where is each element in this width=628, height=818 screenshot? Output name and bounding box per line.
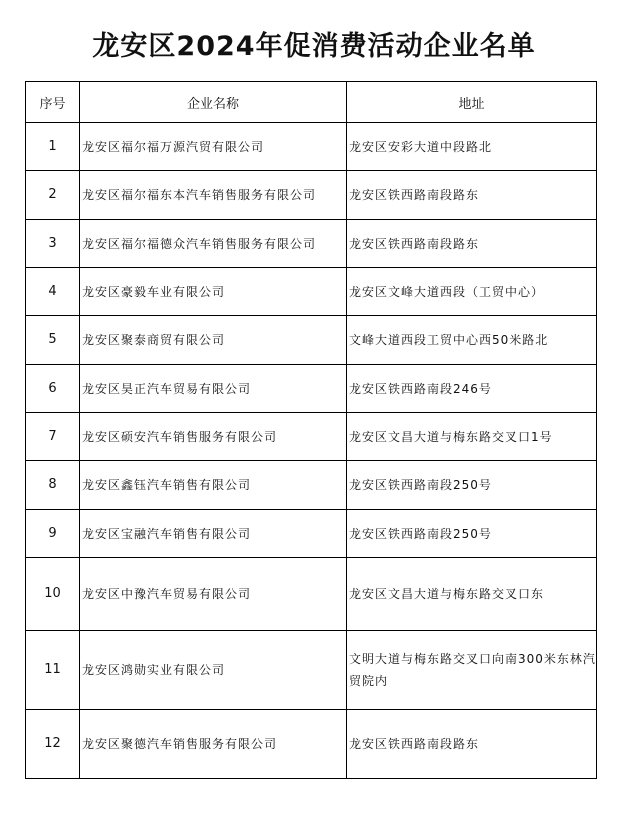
row-address: 文明大道与梅东路交叉口向南300米东林汽贸院内 <box>347 631 597 710</box>
table-row <box>26 171 597 220</box>
row-address: 龙安区铁西路南段250号 <box>347 461 597 510</box>
header-address: 地址 <box>347 82 597 123</box>
row-enterprise-name: 龙安区聚德汽车销售服务有限公司 <box>80 710 347 779</box>
row-enterprise-name: 龙安区鸿勋实业有限公司 <box>80 631 347 710</box>
row-serial-no: 11 <box>26 631 80 710</box>
row-serial-no: 3 <box>26 220 80 268</box>
row-address: 龙安区铁西路南段路东 <box>347 171 597 220</box>
row-serial-no: 7 <box>26 413 80 461</box>
row-address: 文峰大道西段工贸中心西50米路北 <box>347 316 597 365</box>
row-enterprise-name: 龙安区福尔福万源汽贸有限公司 <box>80 123 347 171</box>
header-enterprise-name: 企业名称 <box>80 82 347 123</box>
row-serial-no: 5 <box>26 316 80 365</box>
row-address: 龙安区安彩大道中段路北 <box>347 123 597 171</box>
row-address: 龙安区铁西路南段246号 <box>347 365 597 413</box>
row-serial-no: 4 <box>26 268 80 316</box>
row-address: 龙安区铁西路南段路东 <box>347 220 597 268</box>
enterprise-table <box>25 81 597 779</box>
table-row <box>26 316 597 365</box>
row-enterprise-name: 龙安区豪毅车业有限公司 <box>80 268 347 316</box>
row-enterprise-name: 龙安区硕安汽车销售服务有限公司 <box>80 413 347 461</box>
row-enterprise-name: 龙安区福尔福东本汽车销售服务有限公司 <box>80 171 347 220</box>
header-serial-no: 序号 <box>26 82 80 123</box>
row-serial-no: 9 <box>26 510 80 558</box>
table-row <box>26 461 597 510</box>
row-serial-no: 1 <box>26 123 80 171</box>
table-row <box>26 365 597 413</box>
row-serial-no: 12 <box>26 710 80 779</box>
row-serial-no: 2 <box>26 171 80 220</box>
row-serial-no: 8 <box>26 461 80 510</box>
row-serial-no: 10 <box>26 558 80 631</box>
row-enterprise-name: 龙安区鑫钰汽车销售有限公司 <box>80 461 347 510</box>
row-address: 龙安区铁西路南段250号 <box>347 510 597 558</box>
table-header-row <box>26 82 597 123</box>
row-serial-no: 6 <box>26 365 80 413</box>
table-row <box>26 710 597 779</box>
table-row <box>26 268 597 316</box>
table-row <box>26 631 597 710</box>
table-row <box>26 123 597 171</box>
table-row <box>26 558 597 631</box>
table-row <box>26 413 597 461</box>
table-row <box>26 220 597 268</box>
document-title: 龙安区2024年促消费活动企业名单 <box>92 31 536 62</box>
row-enterprise-name: 龙安区中豫汽车贸易有限公司 <box>80 558 347 631</box>
row-address: 龙安区文昌大道与梅东路交叉口东 <box>347 558 597 631</box>
row-enterprise-name: 龙安区昊正汽车贸易有限公司 <box>80 365 347 413</box>
row-address: 龙安区文昌大道与梅东路交叉口1号 <box>347 413 597 461</box>
table-row <box>26 510 597 558</box>
row-enterprise-name: 龙安区福尔福德众汽车销售服务有限公司 <box>80 220 347 268</box>
row-address: 龙安区文峰大道西段（工贸中心） <box>347 268 597 316</box>
row-enterprise-name: 龙安区聚泰商贸有限公司 <box>80 316 347 365</box>
row-address: 龙安区铁西路南段路东 <box>347 710 597 779</box>
row-enterprise-name: 龙安区宝融汽车销售有限公司 <box>80 510 347 558</box>
